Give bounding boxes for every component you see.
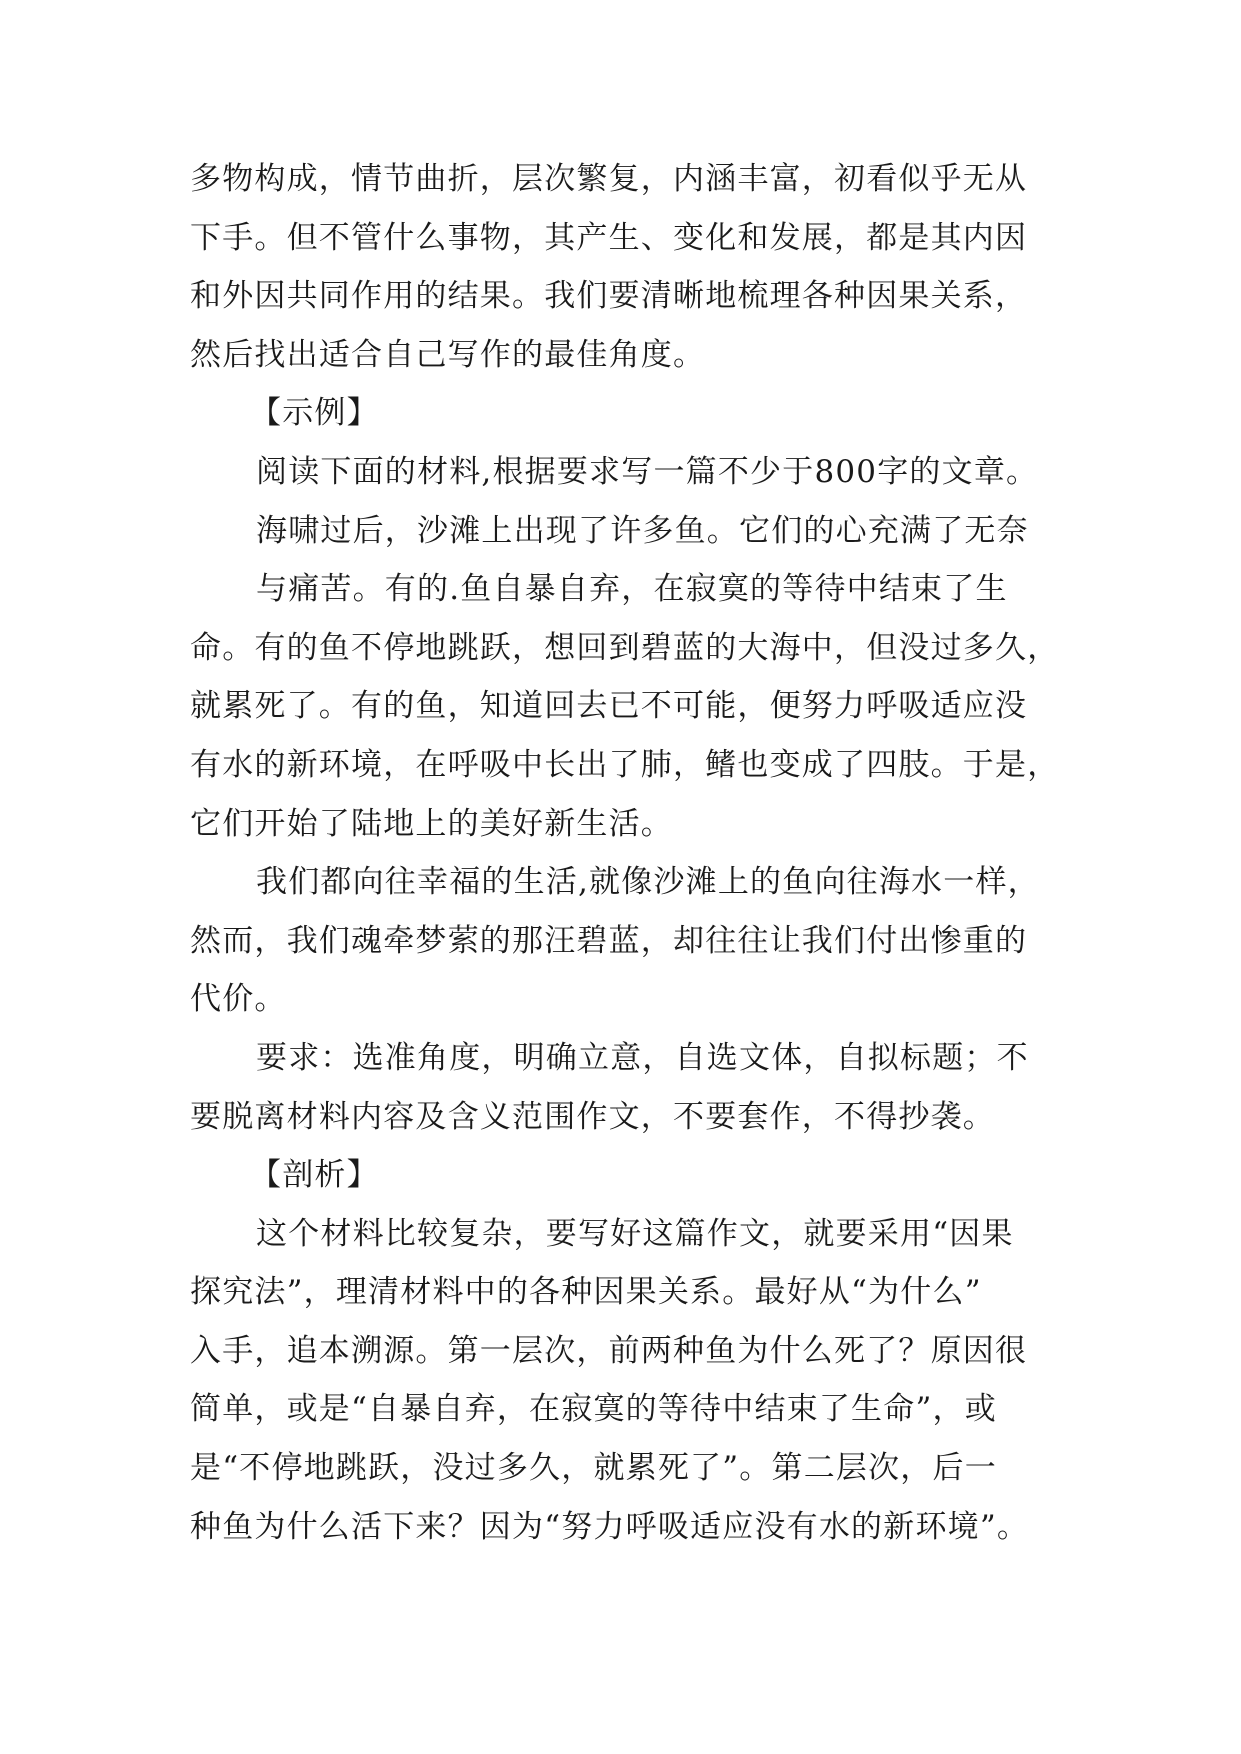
- text-line: 它们开始了陆地上的美好新生活。: [190, 805, 673, 842]
- text-line: 阅读下面的材料,根据要求写一篇不少于800字的文章。: [256, 453, 1039, 490]
- text-line: 海啸过后，沙滩上出现了许多鱼。它们的心充满了无奈: [256, 512, 1029, 549]
- text-line: 和外因共同作用的结果。我们要清晰地梳理各种因果关系，: [190, 278, 1028, 315]
- text-line: 这个材料比较复杂，要写好这篇作文，就要采用“因果: [256, 1215, 1014, 1252]
- section-label-example: 【示例】: [250, 395, 379, 432]
- text-line: 入手，追本溯源。第一层次，前两种鱼为什么死了？原因很: [190, 1332, 1028, 1369]
- text-line: 与痛苦。有的.鱼自暴自弃，在寂寞的等待中结束了生: [256, 571, 1008, 608]
- text-line: 多物构成，情节曲折，层次繁复，内涵丰富，初看似乎无从: [190, 161, 1028, 197]
- text-line: 有水的新环境，在呼吸中长出了肺，鳍也变成了四肢。于是，: [190, 746, 1060, 783]
- text-line: 然后找出适合自己写作的最佳角度。: [190, 336, 706, 373]
- text-line: 简单，或是“自暴自弃，在寂寞的等待中结束了生命”，或: [190, 1391, 997, 1428]
- text-line: 要求：选准角度，明确立意，自选文体，自拟标题；不: [256, 1039, 1029, 1076]
- text-line: 种鱼为什么活下来？因为“努力呼吸适应没有水的新环境”。: [190, 1508, 1030, 1545]
- text-line: 我们都向往幸福的生活,就像沙滩上的鱼向往海水一样，: [256, 864, 1040, 901]
- text-line: 然而，我们魂牵梦萦的那汪碧蓝，却往往让我们付出惨重的: [190, 922, 1028, 959]
- text-line: 命。有的鱼不停地跳跃，想回到碧蓝的大海中，但没过多久，: [190, 629, 1060, 666]
- text-line: 要脱离材料内容及含义范围作文，不要套作，不得抄袭。: [190, 1098, 995, 1135]
- section-label-analysis: 【剖析】: [250, 1157, 379, 1194]
- text-line: 下手。但不管什么事物，其产生、变化和发展，都是其内因: [190, 219, 1028, 256]
- text-line: 就累死了。有的鱼，知道回去已不可能，便努力呼吸适应没: [190, 688, 1028, 725]
- text-line: 是“不停地跳跃，没过多久，就累死了”。第二层次，后一: [190, 1450, 997, 1487]
- text-line: 代价。: [190, 981, 287, 1018]
- text-line: 探究法”，理清材料中的各种因果关系。最好从“为什么”: [190, 1274, 982, 1311]
- document-body: [190, 150, 1090, 1556]
